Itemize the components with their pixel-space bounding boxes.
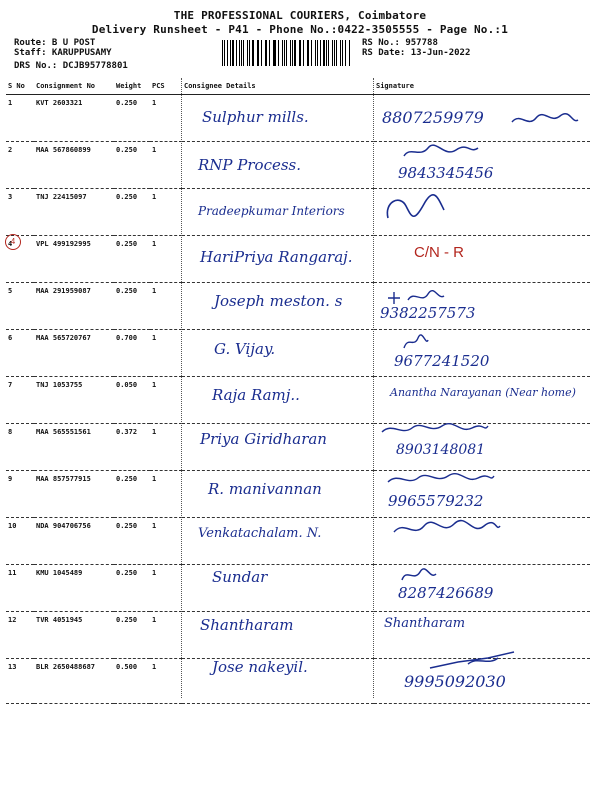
signature-scribble — [400, 334, 430, 352]
table-row — [6, 518, 590, 565]
barcode-bar — [241, 40, 242, 66]
cell-pcs: 1 — [150, 330, 182, 377]
handwritten-signature: 9843345456 — [398, 164, 494, 182]
cell-consignment: TNJ 1053755 — [34, 377, 114, 424]
drs-number: DRS No.: DCJB95778801 — [14, 61, 128, 71]
handwritten-consignee: RNP Process. — [198, 156, 302, 174]
barcode-bar — [320, 40, 321, 66]
handwritten-signature: Shantharam — [384, 616, 466, 631]
signature-scribble — [510, 110, 580, 130]
cell-consignment: BLR 2650488687 — [34, 659, 114, 704]
handwritten-signature: 9995092030 — [404, 672, 506, 691]
cell-weight: 0.250 — [114, 283, 150, 330]
barcode-bar — [252, 40, 254, 66]
cell-sno: 9 — [6, 471, 34, 518]
cell-pcs: 1 — [150, 236, 182, 283]
cell-weight: 0.250 — [114, 95, 150, 142]
cell-pcs: 1 — [150, 283, 182, 330]
handwritten-signature: 8903148081 — [396, 442, 486, 458]
cell-consignment: MAA 565720767 — [34, 330, 114, 377]
barcode-bar — [274, 40, 276, 66]
barcode-bar — [258, 40, 259, 66]
handwritten-consignee: Pradeepkumar Interiors — [198, 204, 345, 218]
cell-pcs: 1 — [150, 612, 182, 659]
cell-sno: 1 — [6, 95, 34, 142]
cell-consignment: MAA 857577915 — [34, 471, 114, 518]
rs-number: RS No.: 957788 — [362, 38, 438, 48]
cell-consignment: VPL 499192995 — [34, 236, 114, 283]
cell-sno: 2 — [6, 142, 34, 189]
cell-consignment: KVT 2603321 — [34, 95, 114, 142]
cell-pcs: 1 — [150, 565, 182, 612]
barcode — [222, 40, 350, 66]
handwritten-consignee: Jose nakeyil. — [212, 658, 308, 676]
rs-date: RS Date: 13-Jun-2022 — [362, 48, 471, 58]
barcode-bar — [232, 40, 234, 66]
handwritten-signature: 8287426689 — [398, 584, 494, 602]
cell-weight: 0.250 — [114, 189, 150, 236]
handwritten-signature: C/N - R — [414, 244, 464, 261]
barcode-bar — [249, 40, 250, 66]
cell-weight: 0.700 — [114, 330, 150, 377]
handwritten-signature: Anantha Narayanan (Near home) — [390, 386, 576, 399]
cell-consignee — [182, 565, 374, 612]
cell-weight: 0.250 — [114, 612, 150, 659]
barcode-bar — [317, 40, 318, 66]
handwritten-consignee: Venkatachalam. N. — [198, 526, 322, 541]
handwritten-consignee: Priya Giridharan — [200, 430, 327, 448]
circled-row-mark: 4 — [5, 234, 21, 250]
cell-sno: 13 — [6, 659, 34, 704]
barcode-bar — [292, 40, 293, 66]
route-label: Route: B U POST — [14, 38, 96, 48]
signature-scribble — [380, 192, 450, 226]
handwritten-signature: 9382257573 — [380, 304, 476, 322]
barcode-bar — [332, 40, 333, 66]
col-weight: Weight — [114, 78, 150, 95]
cell-weight: 0.500 — [114, 659, 150, 704]
cell-sno: 5 — [6, 283, 34, 330]
cell-sno: 11 — [6, 565, 34, 612]
cell-pcs: 1 — [150, 142, 182, 189]
cell-consignment: MAA 291959087 — [34, 283, 114, 330]
handwritten-consignee: Raja Ramj.. — [212, 386, 300, 404]
barcode-bar — [303, 40, 304, 66]
barcode-bar — [273, 40, 274, 66]
barcode-bar — [307, 40, 308, 66]
barcode-bar — [239, 40, 240, 66]
barcode-bar — [227, 40, 228, 66]
barcode-bar — [284, 40, 285, 66]
cell-weight: 0.250 — [114, 142, 150, 189]
handwritten-consignee: Sundar — [212, 568, 268, 586]
handwritten-consignee: G. Vijay. — [214, 340, 276, 358]
cell-consignment: MAA 565551561 — [34, 424, 114, 471]
cell-consignment: TVR 4051945 — [34, 612, 114, 659]
cell-weight: 0.050 — [114, 377, 150, 424]
signature-scribble — [428, 650, 518, 672]
cell-consignment: KMU 1045489 — [34, 565, 114, 612]
column-divider — [373, 78, 374, 698]
barcode-bar — [323, 40, 325, 66]
table-header-row — [6, 78, 590, 95]
cell-pcs: 1 — [150, 189, 182, 236]
cell-consignee — [182, 518, 374, 565]
barcode-bar — [247, 40, 248, 66]
handwritten-consignee: Shantharam — [200, 616, 294, 634]
table-row — [6, 330, 590, 377]
cell-pcs: 1 — [150, 471, 182, 518]
cell-signature — [374, 236, 590, 283]
barcode-bar — [236, 40, 237, 66]
cell-weight: 0.250 — [114, 518, 150, 565]
cell-pcs: 1 — [150, 95, 182, 142]
column-divider — [181, 78, 182, 698]
barcode-bar — [224, 40, 225, 66]
cell-consignment: MAA 567860899 — [34, 142, 114, 189]
barcode-bar — [269, 40, 270, 66]
signature-scribble — [386, 470, 496, 490]
cell-sno: 7 — [6, 377, 34, 424]
staff-label: Staff: KARUPPUSAMY — [14, 48, 112, 58]
cell-pcs: 1 — [150, 518, 182, 565]
barcode-bar — [342, 40, 343, 66]
barcode-bar — [315, 40, 316, 66]
cell-weight: 0.250 — [114, 471, 150, 518]
col-sno: S No — [6, 78, 34, 95]
cell-pcs: 1 — [150, 424, 182, 471]
cell-weight: 0.250 — [114, 236, 150, 283]
cell-consignment: TNJ 22415097 — [34, 189, 114, 236]
table-row — [6, 565, 590, 612]
cell-weight: 0.250 — [114, 565, 150, 612]
cell-pcs: 1 — [150, 659, 182, 704]
cell-sno: 6 — [6, 330, 34, 377]
barcode-bar — [278, 40, 279, 66]
barcode-bar — [294, 40, 296, 66]
barcode-bar — [265, 40, 266, 66]
barcode-bar — [336, 40, 337, 66]
barcode-bar — [300, 40, 301, 66]
barcode-bar — [282, 40, 283, 66]
page-subtitle: Delivery Runsheet - P41 - Phone No.:0422-3505555 - Page No.:1 — [91, 23, 509, 36]
cell-weight: 0.372 — [114, 424, 150, 471]
cell-sno: 12 — [6, 612, 34, 659]
handwritten-signature: 9965579232 — [388, 492, 484, 510]
handwritten-consignee: HariPriya Rangaraj. — [200, 248, 353, 266]
barcode-bar — [345, 40, 346, 66]
barcode-bar — [340, 40, 341, 66]
cell-signature — [374, 377, 590, 424]
barcode-bar — [266, 40, 267, 66]
signature-scribble — [392, 518, 502, 542]
barcode-bar — [334, 40, 335, 66]
page-title: THE PROFESSIONAL COURIERS, Coimbatore — [173, 9, 427, 22]
handwritten-consignee: R. manivannan — [208, 480, 322, 498]
barcode-bar — [286, 40, 287, 66]
handwritten-signature: 8807259979 — [382, 108, 484, 127]
barcode-bar — [299, 40, 300, 66]
signature-scribble — [398, 566, 438, 586]
signature-scribble — [380, 420, 490, 440]
barcode-bar — [326, 40, 327, 66]
handwritten-consignee: Joseph meston. s — [214, 292, 343, 310]
cell-sno: 8 — [6, 424, 34, 471]
cell-consignee — [182, 330, 374, 377]
barcode-bar — [222, 40, 223, 66]
col-pcs: PCS — [150, 78, 182, 95]
barcode-bar — [257, 40, 258, 66]
barcode-bar — [328, 40, 329, 66]
barcode-bar — [349, 40, 350, 66]
signature-scribble — [400, 142, 480, 162]
barcode-bar — [308, 40, 309, 66]
cell-pcs: 1 — [150, 377, 182, 424]
barcode-bar — [243, 40, 244, 66]
barcode-bar — [230, 40, 231, 66]
col-signature: Signature — [374, 78, 590, 95]
barcode-bar — [261, 40, 262, 66]
signature-scribble — [386, 288, 446, 306]
cell-consignment: NDA 904706756 — [34, 518, 114, 565]
handwritten-consignee: Sulphur mills. — [202, 108, 309, 126]
col-consignment: Consignment No — [34, 78, 114, 95]
cell-sno: 4 — [6, 236, 34, 283]
cell-sno: 3 — [6, 189, 34, 236]
col-consignee: Consignee Details — [182, 78, 374, 95]
handwritten-signature: 9677241520 — [394, 352, 490, 370]
barcode-bar — [311, 40, 312, 66]
barcode-bar — [290, 40, 291, 66]
cell-sno: 10 — [6, 518, 34, 565]
